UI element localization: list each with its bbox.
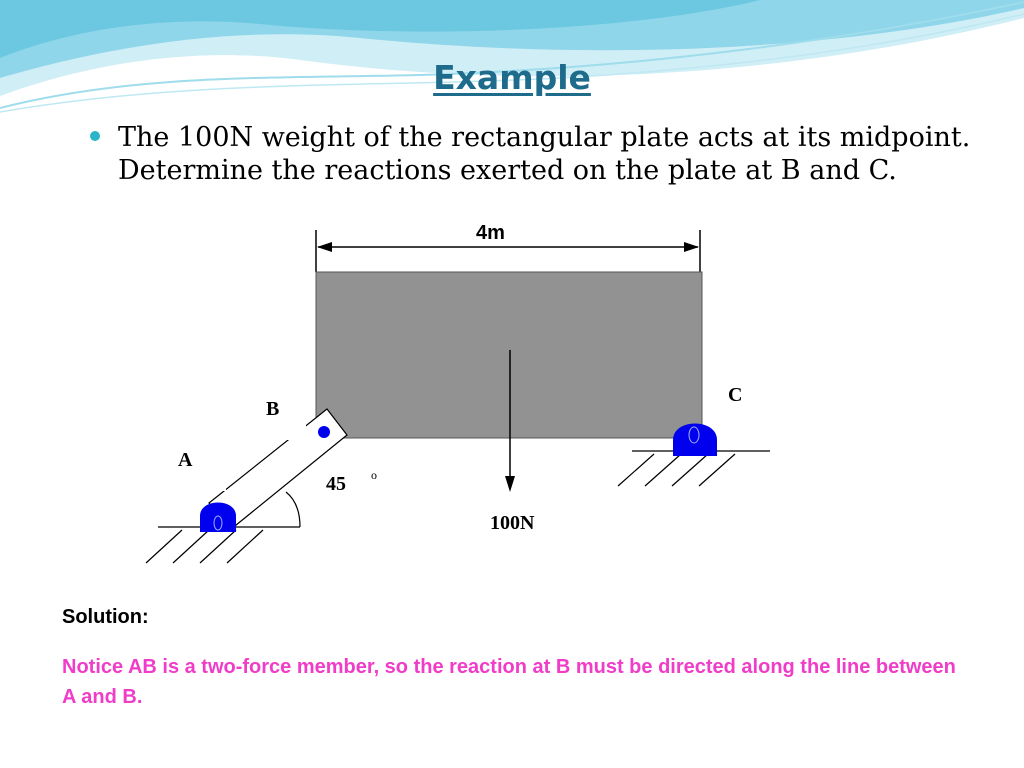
- angle-value: 45: [326, 473, 346, 495]
- slide-title: Example: [433, 58, 591, 97]
- angle-label: [318, 465, 406, 515]
- dimension-arrow-right: [684, 242, 699, 252]
- pin-support-a: [200, 503, 236, 533]
- problem-statement: The 100N weight of the rectangular plate acts at its midpoint. Determine the reactions exerted on the plate at B and C.: [118, 122, 971, 186]
- pin-b: [318, 426, 330, 438]
- weight-arrow-head: [505, 476, 515, 492]
- solution-heading: Solution:: [62, 606, 149, 628]
- ground-hatch-a: [146, 530, 263, 563]
- label-a: A: [168, 441, 226, 491]
- force-label: 100N: [480, 502, 598, 554]
- label-b: B: [256, 390, 306, 440]
- rectangular-plate: [316, 272, 702, 438]
- angle-arc: [286, 492, 300, 527]
- degree-symbol: o: [371, 468, 377, 482]
- ground-hatch-c: [618, 454, 735, 486]
- pin-support-c: [673, 424, 717, 457]
- label-c: C: [718, 376, 776, 426]
- solution-text: Notice AB is a two-force member, so the reaction at B must be directed along the line between A and B.: [62, 656, 956, 708]
- dimension-arrow-left: [317, 242, 332, 252]
- dimension-label: 4m: [476, 222, 505, 244]
